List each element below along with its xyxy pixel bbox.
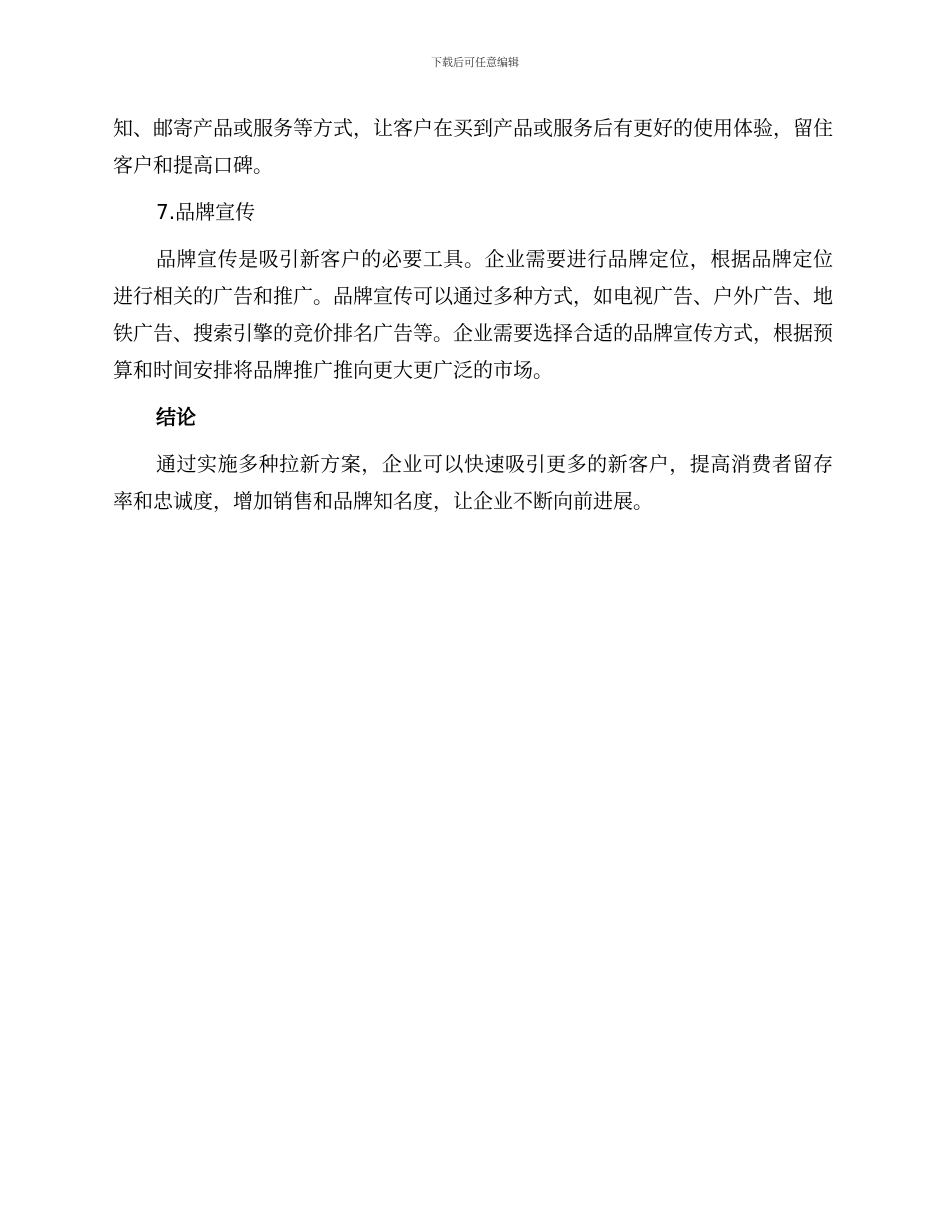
document-body bbox=[113, 110, 833, 530]
section-heading-brand-promotion: 7.品牌宣传 bbox=[156, 200, 256, 224]
paragraph-continued: 知、邮寄产品或服务等方式，让客户在买到产品或服务后有更好的使用体验，留住客户和提高口碑。 bbox=[113, 116, 833, 177]
paragraph-conclusion: 通过实施多种拉新方案，企业可以快速吸引更多的新客户，提高消费者留存率和忠诚度，增加销售和品牌知名度，让企业不断向前进展。 bbox=[113, 452, 833, 513]
page-header-note: 下载后可任意编辑 bbox=[431, 56, 519, 69]
section-heading-conclusion: 结论 bbox=[156, 405, 196, 429]
paragraph-brand-promotion: 品牌宣传是吸引新客户的必要工具。企业需要进行品牌定位，根据品牌定位进行相关的广告和推广。品牌宣传可以通过多种方式，如电视广告、户外广告、地铁广告、搜索引擎的竞价排名广告等。企业需要选择合适的品牌宣传方式，根据预算和时间安排将品牌推广推向更大更广泛的市场。 bbox=[113, 247, 833, 382]
